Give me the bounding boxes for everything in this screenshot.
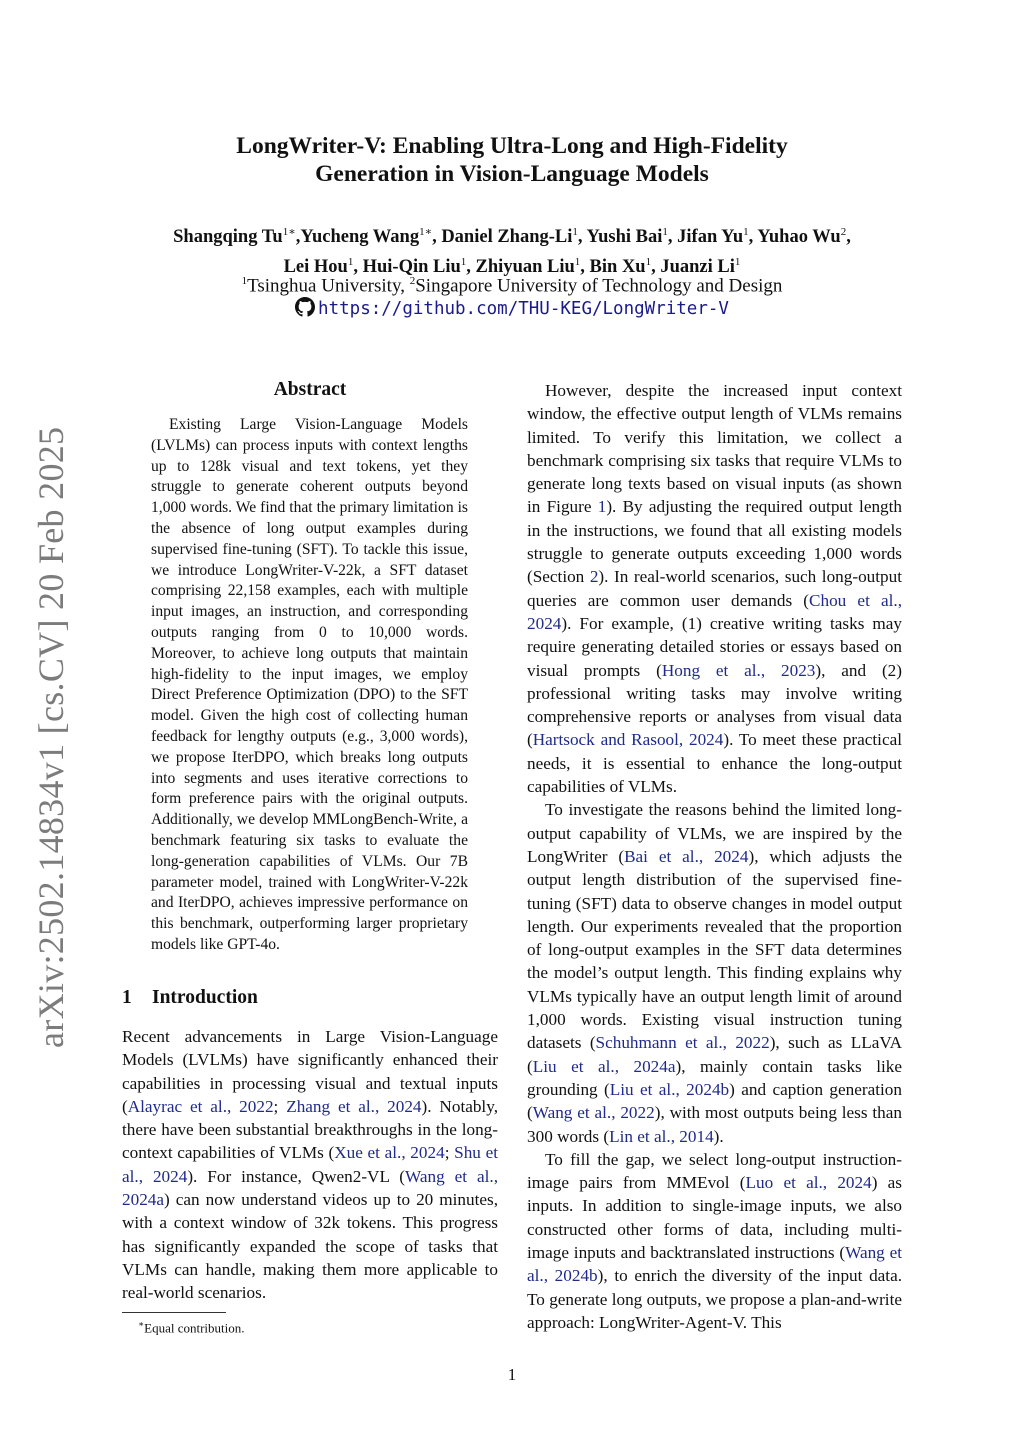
citation-link[interactable]: Luo et al., 2024	[745, 1173, 872, 1193]
footnote-rule	[122, 1312, 226, 1313]
body-text: ), with most outputs being less than 300 words (	[527, 1103, 902, 1146]
body-text: ). By adjusting the required output length in the instructions, we found that all existing models struggle to generate outputs exceeding 1,000 words (Section	[527, 497, 902, 587]
footnote	[138, 1316, 245, 1336]
author-affiliation-mark: 2	[840, 226, 847, 238]
footnote-mark: ∗	[138, 1319, 145, 1329]
body-text: ;	[273, 1096, 287, 1116]
abstract-body	[151, 415, 468, 956]
author-separator: ,	[580, 257, 590, 278]
citation-link[interactable]: 2	[589, 567, 599, 587]
page-number: 1	[507, 1365, 517, 1384]
author-affiliation-mark: 1∗	[282, 226, 296, 238]
affiliation-2: Singapore University of Technology and Design	[415, 275, 783, 297]
author-affiliation-mark: 1∗	[419, 226, 433, 238]
intro-paragraph	[122, 1025, 498, 1305]
citation-link[interactable]: 1	[597, 497, 607, 517]
body-text: ). To meet these practical needs, it is essential to enhance the long-output capabilities of VLMs.	[527, 730, 902, 797]
body-text: ).	[713, 1126, 724, 1146]
affiliation-mark: 2	[409, 275, 416, 287]
citation-link[interactable]: Zhang et al., 2024	[286, 1096, 422, 1116]
body-text: ), such as LLaVA (	[527, 1033, 902, 1076]
affiliations	[0, 269, 1024, 298]
body-text: ) can now understand videos up to 20 minutes, with a context window of 32k tokens. This progress has significantly expanded the scope of tasks that VLMs can handle, making them more applicable to real-world scenarios.	[122, 1190, 498, 1303]
body-text: ;	[444, 1143, 455, 1163]
body-text: ). For example, (1) creative writing tasks may require generating detailed stories or essays based on visual prompts (	[527, 613, 902, 680]
citation-link[interactable]: Liu et al., 2024b	[609, 1079, 730, 1099]
author-affiliation-mark: 1	[734, 256, 741, 269]
body-text: ). For instance, Qwen2-VL (	[187, 1166, 406, 1186]
right-column	[527, 379, 902, 1334]
body-text: ) as inputs. In addition to single-image inputs, we also constructed other forms of data, including multi-image inputs and backtranslated instructions (	[527, 1173, 902, 1262]
left-column	[122, 1025, 498, 1305]
right-paragraph-3	[527, 1148, 902, 1334]
body-text: ), and (2) professional writing tasks may involve writing comprehensive reports or analyses from visual data (	[527, 660, 902, 750]
citation-link[interactable]: Bai et al., 2024	[624, 846, 749, 866]
section-heading	[122, 987, 258, 1009]
author-separator: ,	[466, 257, 476, 278]
section-number: 1	[122, 987, 132, 1008]
author-affiliation-mark: 1	[460, 256, 467, 269]
author-separator: ,	[748, 227, 758, 248]
author-name: Juanzi Li	[660, 257, 735, 278]
paper-title	[0, 132, 1024, 188]
author-affiliation-mark: 1	[662, 226, 668, 238]
author-separator: ,	[295, 227, 301, 248]
abstract-heading: Abstract	[273, 379, 347, 400]
citation-link[interactable]: Xue et al., 2024	[334, 1143, 445, 1163]
citation-link[interactable]: Hong et al., 2023	[661, 660, 816, 680]
body-text: ) and caption generation (	[527, 1079, 902, 1123]
body-text: ), which adjusts the output length distribution of the supervised fine-tuning (SFT) data to observe changes in model output length. Our experiments revealed that the proportion of long-output examples in the SFT data determines the model’s output length. This finding explains why VLMs typically have an output length limit of around 1,000 words. Existing visual instruction tuning datasets (	[527, 846, 902, 1053]
author-separator: ,	[846, 227, 851, 248]
footnote-text: Equal contribution.	[144, 1320, 245, 1336]
section-title: Introduction	[152, 987, 258, 1008]
author-separator: ,	[577, 227, 587, 248]
body-text: To investigate the reasons behind the limited long-output capability of VLMs, we are inspired by the LongWriter (	[527, 800, 902, 866]
citation-link[interactable]: Schuhmann et al., 2022	[595, 1033, 770, 1053]
repo-line	[0, 296, 1024, 323]
author-name: Daniel Zhang-Li	[441, 227, 573, 248]
citation-link[interactable]: Wang et al., 2024b	[527, 1242, 902, 1286]
title-line-2: Generation in Vision-Language Models	[315, 161, 709, 187]
citation-link[interactable]: Wang et al., 2024a	[122, 1166, 498, 1210]
author-name: Yushi Bai	[586, 227, 663, 248]
author-affiliation-mark: 1	[574, 256, 581, 269]
citation-link[interactable]: Shu et al., 2024	[122, 1143, 498, 1186]
citation-link[interactable]: Lin et al., 2014	[609, 1126, 714, 1146]
body-text: To fill the gap, we select long-output instruction-image pairs from MMEvol (	[527, 1149, 902, 1193]
citation-link[interactable]: Wang et al., 2022	[532, 1103, 655, 1123]
repo-link[interactable]: https://github.com/THU-KEG/LongWriter-V	[318, 299, 729, 319]
author-affiliation-mark: 1	[572, 226, 578, 238]
author-separator: ,	[432, 227, 442, 248]
citation-link[interactable]: Liu et al., 2024a	[532, 1056, 676, 1076]
author-affiliation-mark: 1	[347, 256, 354, 269]
body-text: However, despite the increased input context window, the effective output length of VLMs remains limited. To verify this limitation, we collect a benchmark comprising six tasks that require VLMs to generate long texts based on visual inputs (as shown in Figure	[527, 381, 902, 517]
author-name: Hui-Qin Liu	[362, 257, 461, 278]
right-paragraph-2	[527, 798, 902, 1147]
affiliation-1: Tsinghua University,	[247, 275, 410, 297]
author-separator: ,	[353, 257, 363, 278]
abstract-text: Existing Large Vision-Language Models (LVLMs) can process inputs with context lengths up to 128k visual and text tokens, yet they struggle to generate coherent outputs beyond 1,000 words. We find that the primary limitation is the absence of long output examples during supervised fine-tuning (SFT). To tackle this issue, we introduce LongWriter-V-22k, a SFT dataset comprising 22,158 examples, each with multiple input images, an instruction, and corresponding outputs ranging from 0 to 10,000 words. Moreover, to achieve long outputs that maintain high-fidelity to the input images, we employ Direct Preference Optimization (DPO) to the SFT model. Given the high cost of collecting human feedback for lengthy outputs (e.g., 3,000 words), we propose IterDPO, which breaks long outputs into segments and uses iterative corrections to form preference pairs with the original outputs. Additionally, we develop MMLongBench-Write, a benchmark featuring six tasks to evaluate the long-generation capabilities of VLMs. Our 7B parameter model, trained with LongWriter-V-22k and IterDPO, achieves impressive performance on this benchmark, outperforming larger proprietary models like GPT-4o.	[151, 416, 468, 953]
author-name: Shangqing Tu	[173, 227, 283, 248]
author-separator: ,	[667, 227, 678, 248]
right-paragraph-1	[527, 379, 902, 798]
author-name: Yuhao Wu	[757, 227, 841, 248]
github-icon	[295, 297, 315, 323]
body-text: Recent advancements in Large Vision-Language Models (LVLMs) have significantly enhanced their capabilities in processing visual and textual inputs (	[122, 1027, 498, 1116]
author-affiliation-mark: 1	[645, 256, 652, 269]
arxiv-stamp: arXiv:2502.14834v1 [cs.CV] 20 Feb 2025	[31, 426, 71, 1048]
author-separator: ,	[651, 257, 661, 278]
author-name: Jifan Yu	[677, 227, 744, 248]
body-text: ). In real-world scenarios, such long-output queries are common user demands (	[527, 567, 903, 610]
title-line-1: LongWriter-V: Enabling Ultra-Long and High-Fidelity	[236, 133, 788, 159]
body-text: ). Notably, there have been substantial breakthroughs in the long-context capabilities of VLMs (	[122, 1096, 498, 1163]
body-text: ), mainly contain tasks like grounding (	[527, 1056, 902, 1099]
author-name: Bin Xu	[589, 257, 646, 278]
citation-link[interactable]: Chou et al., 2024	[527, 590, 902, 633]
body-text: ), to enrich the diversity of the input data. To generate long outputs, we propose a plan-and-write approach: LongWriter-Agent-V. This	[527, 1266, 902, 1332]
citation-link[interactable]: Alayrac et al., 2022	[127, 1096, 274, 1116]
author-name: Lei Hou	[283, 257, 348, 278]
author-name: Yucheng Wang	[300, 227, 420, 248]
author-affiliation-mark: 1	[743, 226, 749, 238]
affiliation-mark: 1	[241, 275, 248, 287]
citation-link[interactable]: Hartsock and Rasool, 2024	[532, 730, 724, 750]
author-name: Zhiyuan Liu	[475, 257, 575, 278]
